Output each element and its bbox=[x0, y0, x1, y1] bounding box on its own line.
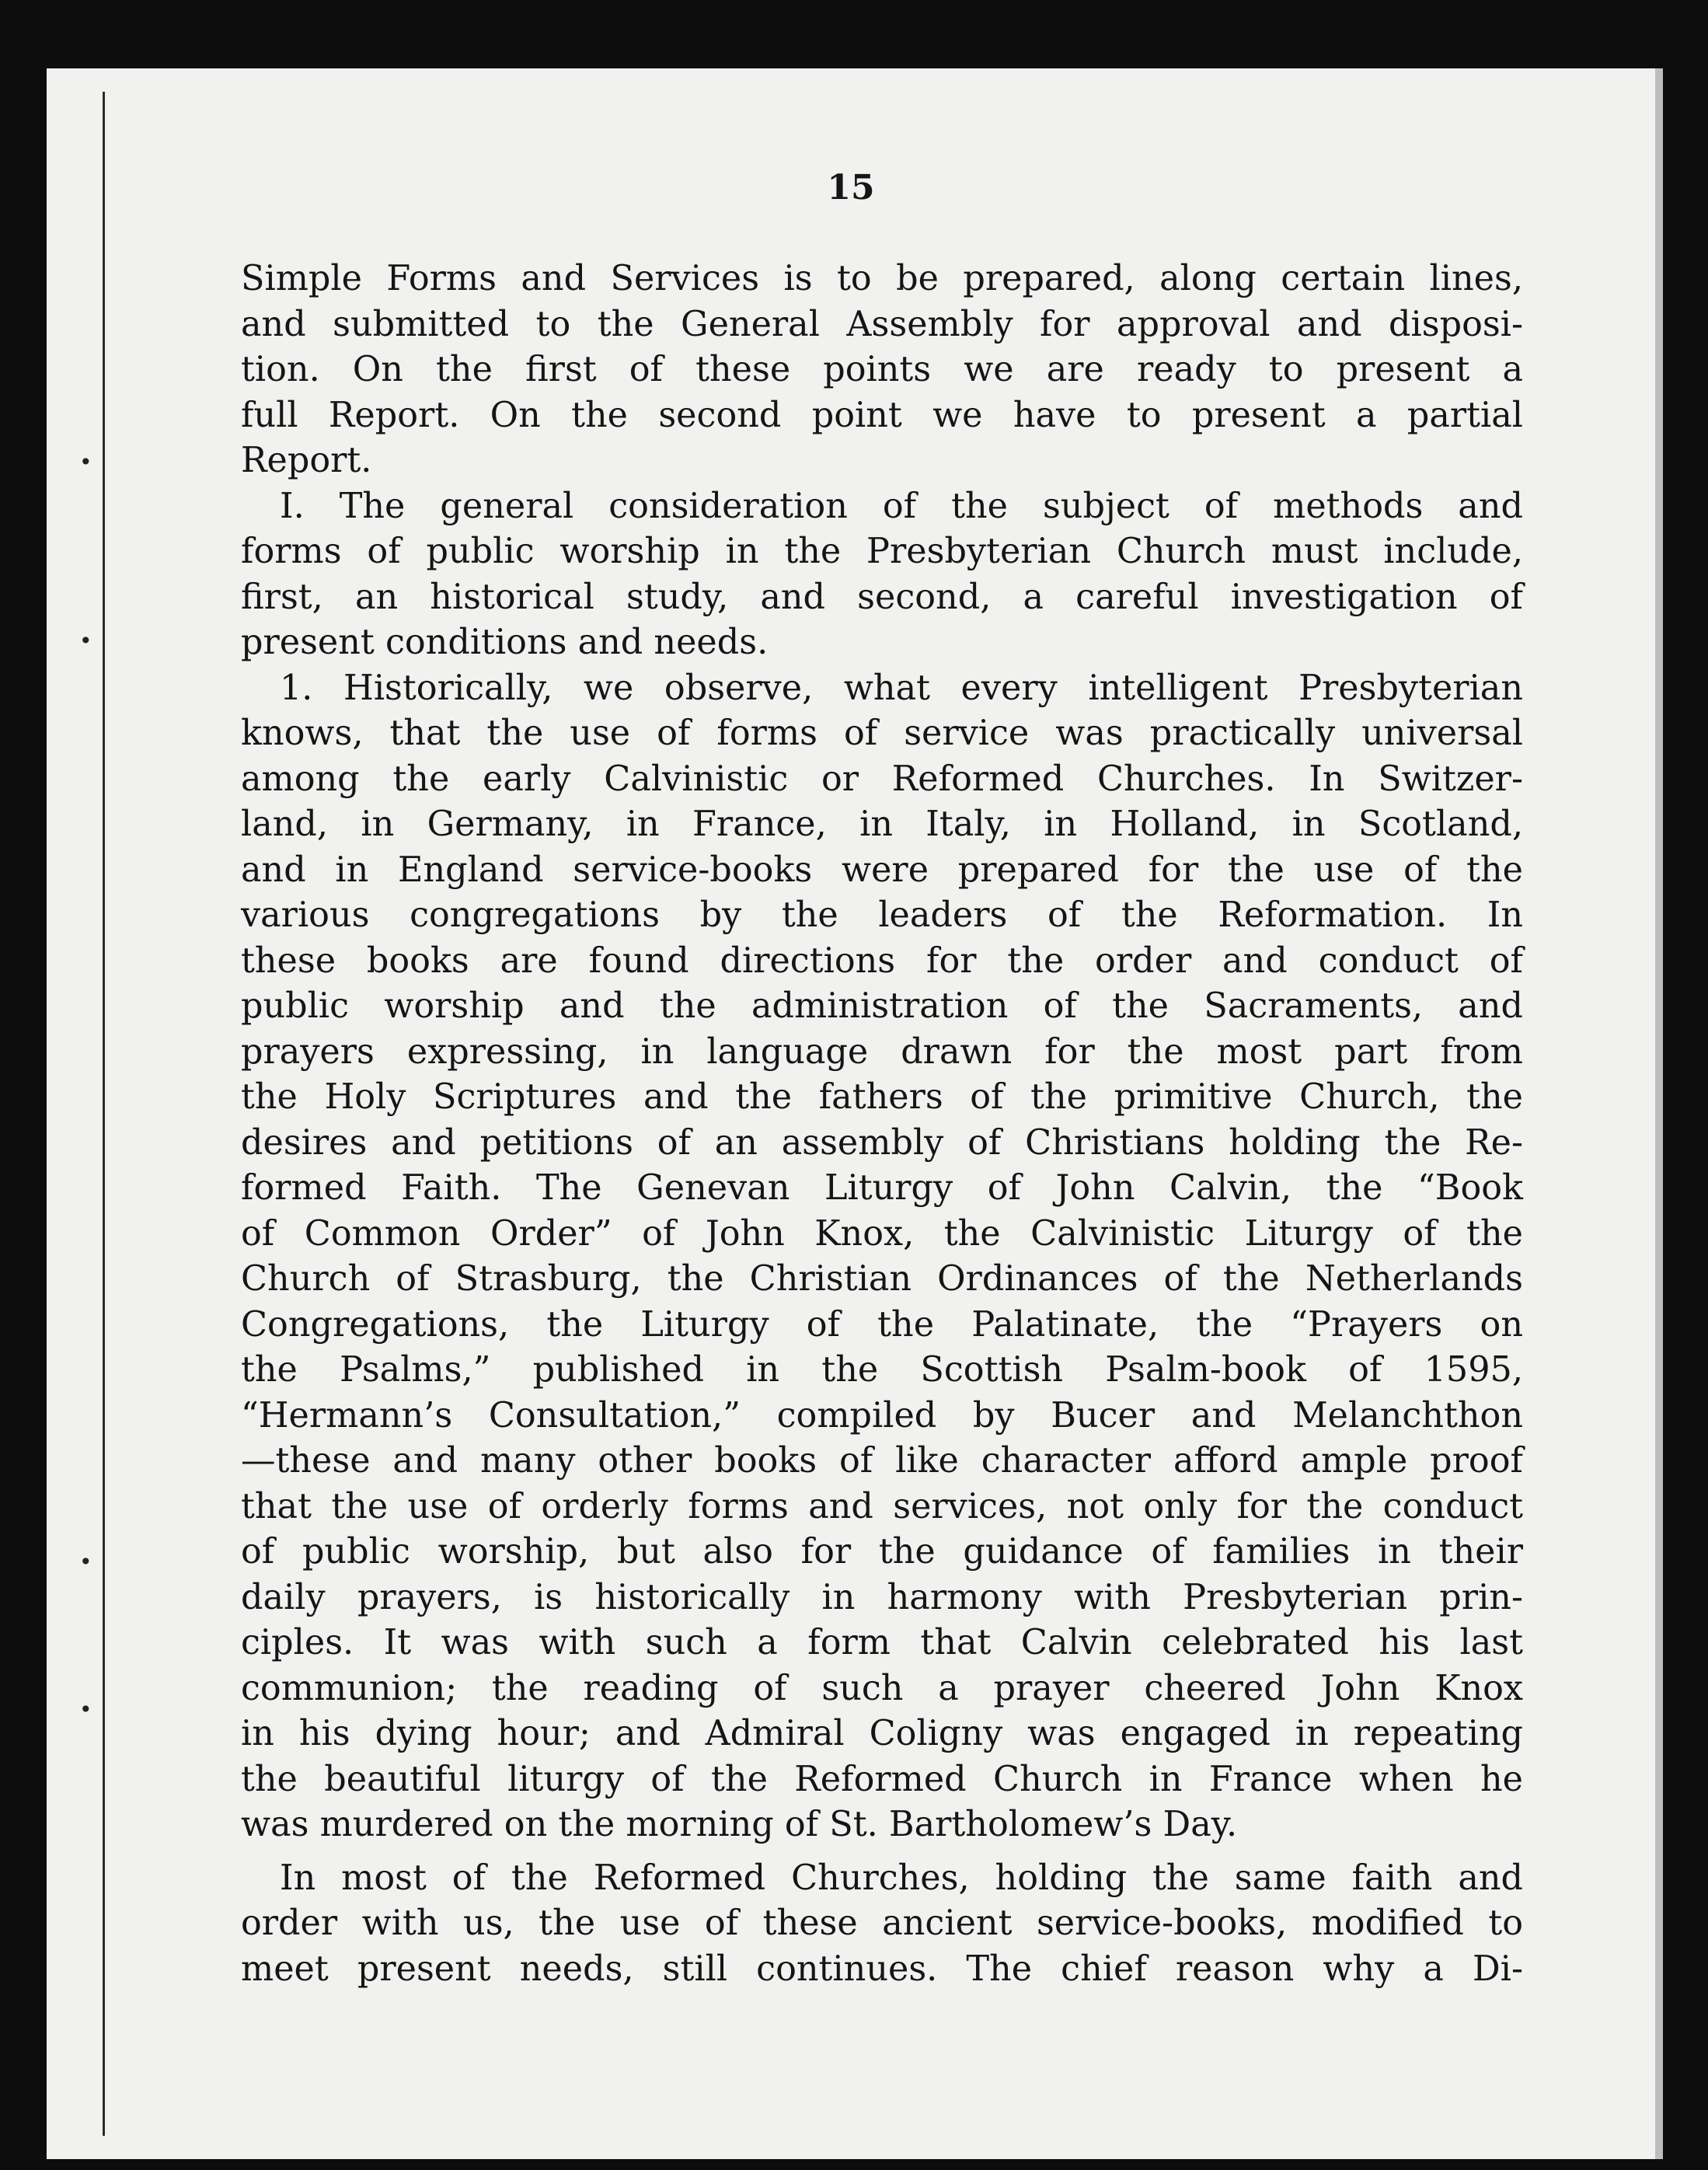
text-line: meet present needs, still continues. The chief reason why a Di- bbox=[241, 1948, 1523, 1989]
text-line: present conditions and needs. bbox=[241, 623, 769, 662]
text-line: prayers expressing, in language drawn for the most part from bbox=[241, 1031, 1523, 1072]
text-line: Report. bbox=[241, 441, 372, 480]
text-line: that the use of orderly forms and services, not only for the conduct bbox=[241, 1486, 1523, 1526]
text-line: Church of Strasburg, the Christian Ordinances of the Netherlands bbox=[241, 1259, 1523, 1299]
text-line: desires and petitions of an assembly of Christians holding the Re- bbox=[241, 1122, 1523, 1163]
text-line: 1. Historically, we observe, what every intelligent Presbyterian bbox=[280, 668, 1523, 708]
text-line: was murdered on the morning of St. Bartholomew’s Day. bbox=[241, 1805, 1238, 1844]
text-line: first, an historical study, and second, a careful investigation of bbox=[241, 577, 1523, 617]
text-line: knows, that the use of forms of service was practically universal bbox=[241, 713, 1523, 753]
text-line: In most of the Reformed Churches, holding the same faith and bbox=[280, 1858, 1523, 1898]
text-line: and in England service-books were prepared for the use of the bbox=[241, 850, 1523, 890]
text-line: among the early Calvinistic or Reformed Churches. In Switzer- bbox=[241, 759, 1523, 799]
text-line: communion; the reading of such a prayer cheered John Knox bbox=[241, 1668, 1523, 1708]
text-line: —these and many other books of like character afford ample proof bbox=[241, 1441, 1523, 1481]
text-line: order with us, the use of these ancient service-books, modified to bbox=[241, 1903, 1523, 1943]
text-line: I. The general consideration of the subject of methods and bbox=[280, 486, 1523, 526]
text-line: various congregations by the leaders of the Reformation. In bbox=[241, 895, 1523, 935]
text-line: of public worship, but also for the guidance of families in their bbox=[241, 1532, 1523, 1572]
text-line: public worship and the administration of the Sacraments, and bbox=[241, 986, 1523, 1026]
text-line: the beautiful liturgy of the Reformed Church in France when he bbox=[241, 1759, 1523, 1799]
page-number: 15 bbox=[827, 168, 875, 208]
text-line: land, in Germany, in France, in Italy, in Holland, in Scotland, bbox=[241, 804, 1523, 844]
text-line: the Psalms,” published in the Scottish Psalm-book of 1595, bbox=[241, 1350, 1523, 1390]
text-line: ciples. It was with such a form that Calvin celebrated his last bbox=[241, 1623, 1523, 1662]
document-page bbox=[47, 68, 1663, 2159]
text-line: of Common Order” of John Knox, the Calvinistic Liturgy of the bbox=[241, 1213, 1523, 1254]
body-text bbox=[241, 256, 1523, 1992]
text-line: the Holy Scriptures and the fathers of the primitive Church, the bbox=[241, 1077, 1523, 1117]
text-line: Simple Forms and Services is to be prepared, along certain lines, bbox=[241, 259, 1523, 298]
margin-mark: • bbox=[79, 449, 92, 475]
text-line: full Report. On the second point we have to present a partial bbox=[241, 395, 1523, 435]
text-line: in his dying hour; and Admiral Coligny was engaged in repeating bbox=[241, 1714, 1523, 1753]
text-line: tion. On the first of these points we are ready to present a bbox=[241, 350, 1523, 389]
text-line: these books are found directions for the order and conduct of bbox=[241, 940, 1523, 981]
text-line: daily prayers, is historically in harmony with Presbyterian prin- bbox=[241, 1577, 1523, 1617]
text-line: Congregations, the Liturgy of the Palatinate, the “Prayers on bbox=[241, 1304, 1523, 1345]
margin-mark: • bbox=[79, 1697, 92, 1722]
text-line: and submitted to the General Assembly for approval and disposi- bbox=[241, 304, 1523, 344]
text-line: formed Faith. The Genevan Liturgy of John Calvin, the “Book bbox=[241, 1168, 1523, 1208]
binding-gutter-line bbox=[103, 92, 105, 2136]
margin-mark: • bbox=[79, 1549, 92, 1575]
margin-mark: • bbox=[79, 628, 92, 654]
text-line: “Hermann’s Consultation,” compiled by Bucer and Melanchthon bbox=[241, 1395, 1523, 1436]
text-line: forms of public worship in the Presbyterian Church must include, bbox=[241, 532, 1523, 571]
